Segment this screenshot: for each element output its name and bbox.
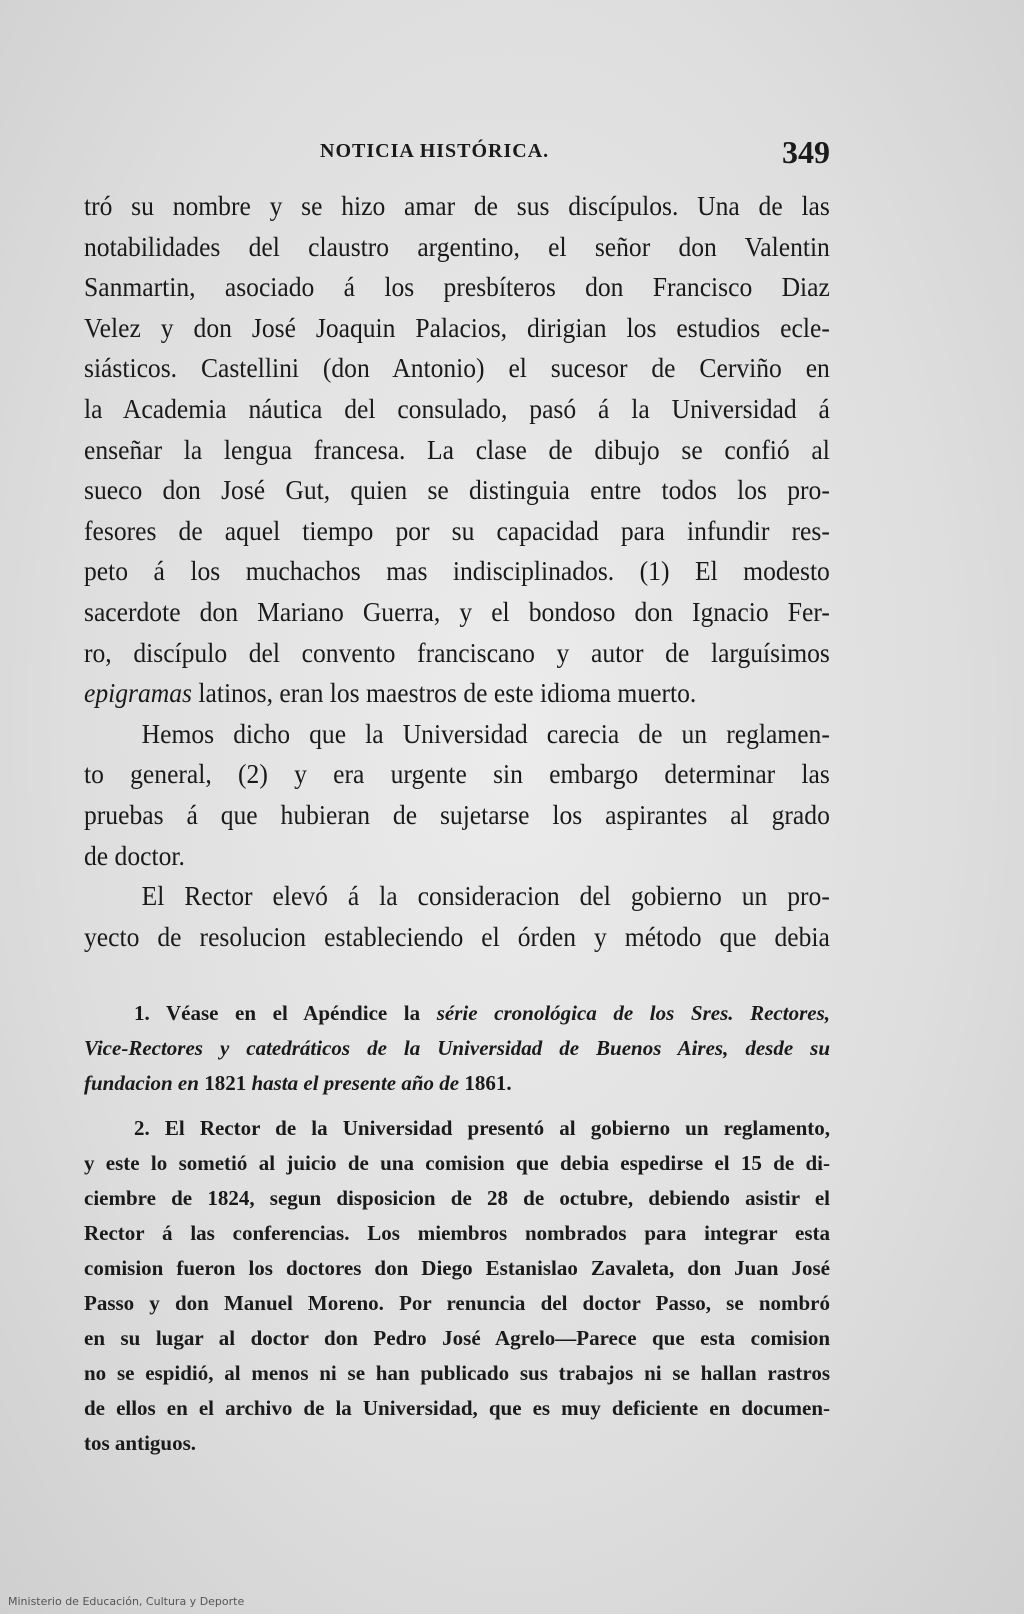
footnote-text: 1821 [204,1071,247,1095]
footnote-line: ciembre de 1824, segun disposicion de 28 de octubre, debiendo asistir el [84,1186,830,1210]
text-line: enseñar la lengua francesa. La clase de dibujo se confió al [84,433,830,465]
italic-word: epigramas [84,677,192,709]
footnote-italic: hasta el presente año de [246,1071,465,1095]
footnote-line [84,1066,830,1101]
text-line: sueco don José Gut, quien se distinguia entre todos los pro- [84,474,830,506]
footnote-line [84,1031,830,1066]
footnote-italic: série cronológica de los Sres. Rectores, [436,1001,830,1025]
footnote-line: y este lo sometió al juicio de una comision que debia espedirse el 15 de di- [84,1151,830,1175]
footnote-line: de ellos en el archivo de la Universidad, que es muy deficiente en documen- [84,1396,830,1420]
text-line [84,673,830,714]
page-number: 349 [782,134,830,170]
paragraph-line: pruebas á que hubieran de sujetarse los aspirantes al grado [84,798,830,830]
footnotes [84,996,830,1471]
footnote-line: tos antiguos. [84,1431,197,1455]
text-line: ro, discípulo del convento franciscano y autor de larguísimos [84,636,830,668]
footnote-1 [84,996,830,1101]
footnote-2 [84,1111,830,1461]
page-header [84,134,830,174]
paragraph-line: de doctor. [84,839,185,871]
footnote-line: comision fueron los doctores don Diego Estanislao Zavaleta, don Juan José [84,1256,830,1280]
footnote-line [84,996,830,1031]
text-line: peto á los muchachos mas indisciplinados. (1) El modesto [84,555,830,587]
footnote-line: 2. El Rector de la Universidad presentó al gobierno un reglamento, [134,1116,830,1140]
text-line: la Academia náutica del consulado, pasó á la Universidad á [84,392,830,424]
footnote-text: 1. Véase en el Apéndice la [134,1001,437,1025]
footnote-line: Rector á las conferencias. Los miembros nombrados para integrar esta [84,1221,830,1245]
footnote-line: no se espidió, al menos ni se han publicado sus trabajos ni se hallan rastros [84,1361,830,1385]
text-line: Velez y don José Joaquin Palacios, dirigian los estudios ecle- [84,311,830,343]
text-line: tró su nombre y se hizo amar de sus discípulos. Una de las [84,190,830,221]
text-line: fesores de aquel tiempo por su capacidad para infundir res- [84,514,830,546]
footnote-text: 1861. [464,1071,512,1095]
paragraph-line: Hemos dicho que la Universidad carecia de un reglamen- [141,717,830,749]
paragraph-line: El Rector elevó á la consideracion del gobierno un pro- [141,880,830,912]
text-line: notabilidades del claustro argentino, el señor don Valentin [84,230,830,262]
footnote-line: en su lugar al doctor don Pedro José Agrelo—Parece que esta comision [84,1326,830,1350]
text-line-rest: latinos, eran los maestros de este idioma muerto. [191,677,697,709]
text-line: Sanmartin, asociado á los presbíteros don Francisco Diaz [84,271,830,303]
text-line: sacerdote don Mariano Guerra, y el bondoso don Ignacio Fer- [84,595,830,627]
running-head: NOTICIA HISTÓRICA. [320,140,550,162]
paragraph-line: to general, (2) y era urgente sin embargo determinar las [84,758,830,790]
footnote-line: Passo y don Manuel Moreno. Por renuncia del doctor Passo, se nombró [84,1291,830,1315]
watermark: Ministerio de Educación, Cultura y Deporte [8,1595,245,1608]
paragraph-line: yecto de resolucion estableciendo el órden y método que debia [84,920,830,952]
footnote-italic: fundacion en [84,1071,205,1095]
text-line: siásticos. Castellini (don Antonio) el sucesor de Cerviño en [84,352,830,384]
footnote-italic: Vice-Rectores y catedráticos de la Universidad de Buenos Aires, desde su [84,1036,830,1060]
main-text [84,186,830,957]
